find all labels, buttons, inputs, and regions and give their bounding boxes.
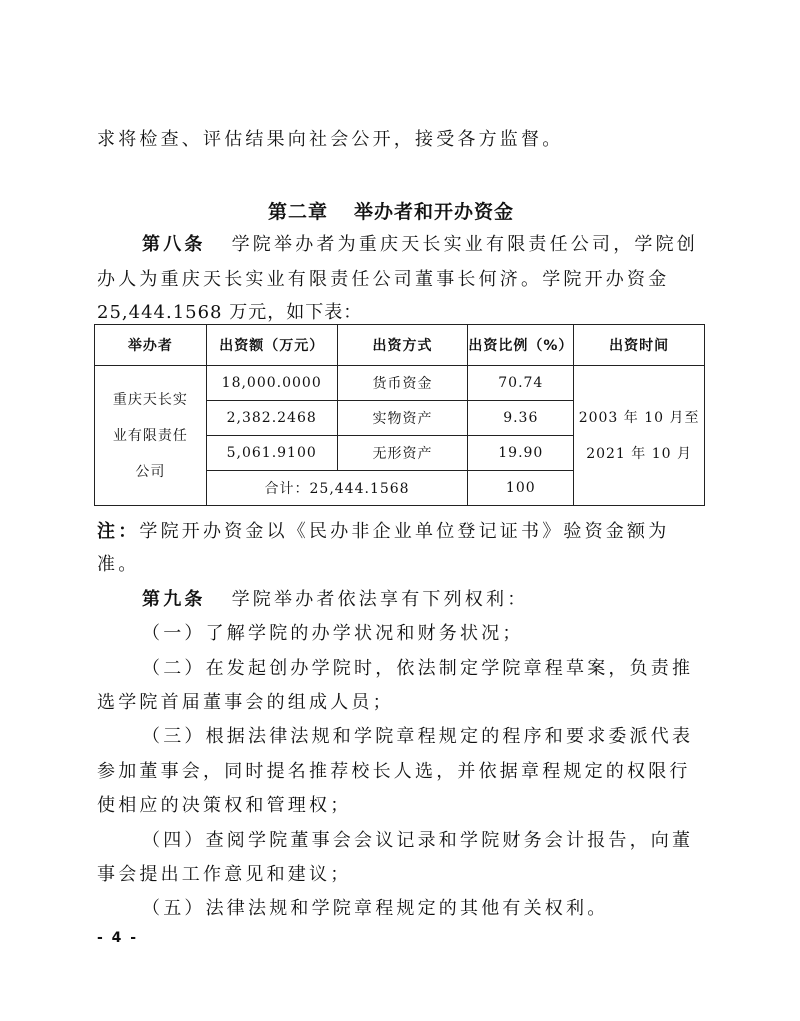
amount-cell: 18,000.0000	[206, 366, 337, 401]
list-item-continued: 参加董事会，同时提名推荐校长人选，并依据章程规定的权限行	[97, 761, 691, 782]
method-cell: 无形资产	[337, 436, 468, 471]
sponsor-line: 重庆天长实	[112, 391, 188, 408]
article-9-line-1	[142, 588, 528, 612]
list-item: （三）根据法律法规和学院章程规定的程序和要求委派代表	[142, 726, 694, 747]
list-item: （二）在发起创办学院时，依法制定学院章程草案，负责推	[142, 658, 694, 679]
header-method: 出资方式	[337, 325, 468, 366]
article-9-label: 第九条	[142, 589, 206, 610]
header-sponsor: 举办者	[95, 325, 207, 366]
ratio-cell: 70.74	[468, 366, 574, 401]
list-item-continued: 使相应的决策权和管理权；	[97, 795, 352, 816]
time-line: 2003 年 10 月至	[578, 409, 700, 426]
paragraph-text: 求将检查、评估结果向社会公开，接受各方监督。	[97, 129, 564, 150]
ratio-cell: 9.36	[468, 401, 574, 436]
sponsor-cell	[95, 366, 207, 506]
time-cell	[574, 366, 705, 506]
article-8-line-1	[142, 233, 698, 257]
header-amount: 出资额（万元）	[206, 325, 337, 366]
ratio-cell: 19.90	[468, 436, 574, 471]
amount-cell: 2,382.2468	[206, 401, 337, 436]
article-8-line-2: 办人为重庆天长实业有限责任公司董事长何济。学院开办资金	[97, 269, 670, 290]
total-ratio-cell: 100	[468, 471, 574, 506]
method-cell: 实物资产	[337, 401, 468, 436]
header-time: 出资时间	[574, 325, 705, 366]
article-8-label: 第八条	[142, 234, 206, 255]
note-line-2: 准。	[97, 554, 140, 575]
article-8-text: 学院举办者为重庆天长实业有限责任公司，学院创	[231, 234, 699, 255]
chapter-number: 第二章	[268, 201, 329, 223]
list-item: （四）查阅学院董事会会议记录和学院财务会计报告，向董	[142, 830, 694, 851]
note-text: 学院开办资金以《民办非企业单位登记证书》验资金额为	[139, 521, 670, 542]
list-item-continued: 事会提出工作意见和建议；	[97, 864, 352, 885]
method-cell: 货币资金	[337, 366, 468, 401]
sponsor-line: 业有限责任	[112, 427, 188, 444]
chapter-title: 举办者和开办资金	[354, 201, 515, 223]
time-line: 2021 年 10 月	[586, 445, 692, 462]
chapter-heading	[268, 200, 514, 224]
article-8-line-3: 25,444.1568 万元，如下表：	[97, 302, 363, 323]
sponsor-line: 公司	[135, 463, 166, 480]
note-line-1	[97, 520, 669, 544]
funding-table	[94, 324, 705, 506]
total-cell: 合计：25,444.1568	[206, 471, 468, 506]
table-row	[95, 366, 705, 401]
note-label: 注：	[97, 521, 140, 542]
amount-cell: 5,061.9100	[206, 436, 337, 471]
page-number: - 4 -	[97, 930, 139, 946]
table-header-row	[95, 325, 705, 366]
article-9-text: 学院举办者依法享有下列权利：	[231, 589, 529, 610]
list-item-continued: 选学院首届董事会的组成人员；	[97, 692, 394, 713]
list-item: （一）了解学院的办学状况和财务状况；	[142, 623, 524, 644]
header-ratio: 出资比例（%）	[468, 325, 574, 366]
list-item: （五）法律法规和学院章程规定的其他有关权利。	[142, 898, 609, 919]
